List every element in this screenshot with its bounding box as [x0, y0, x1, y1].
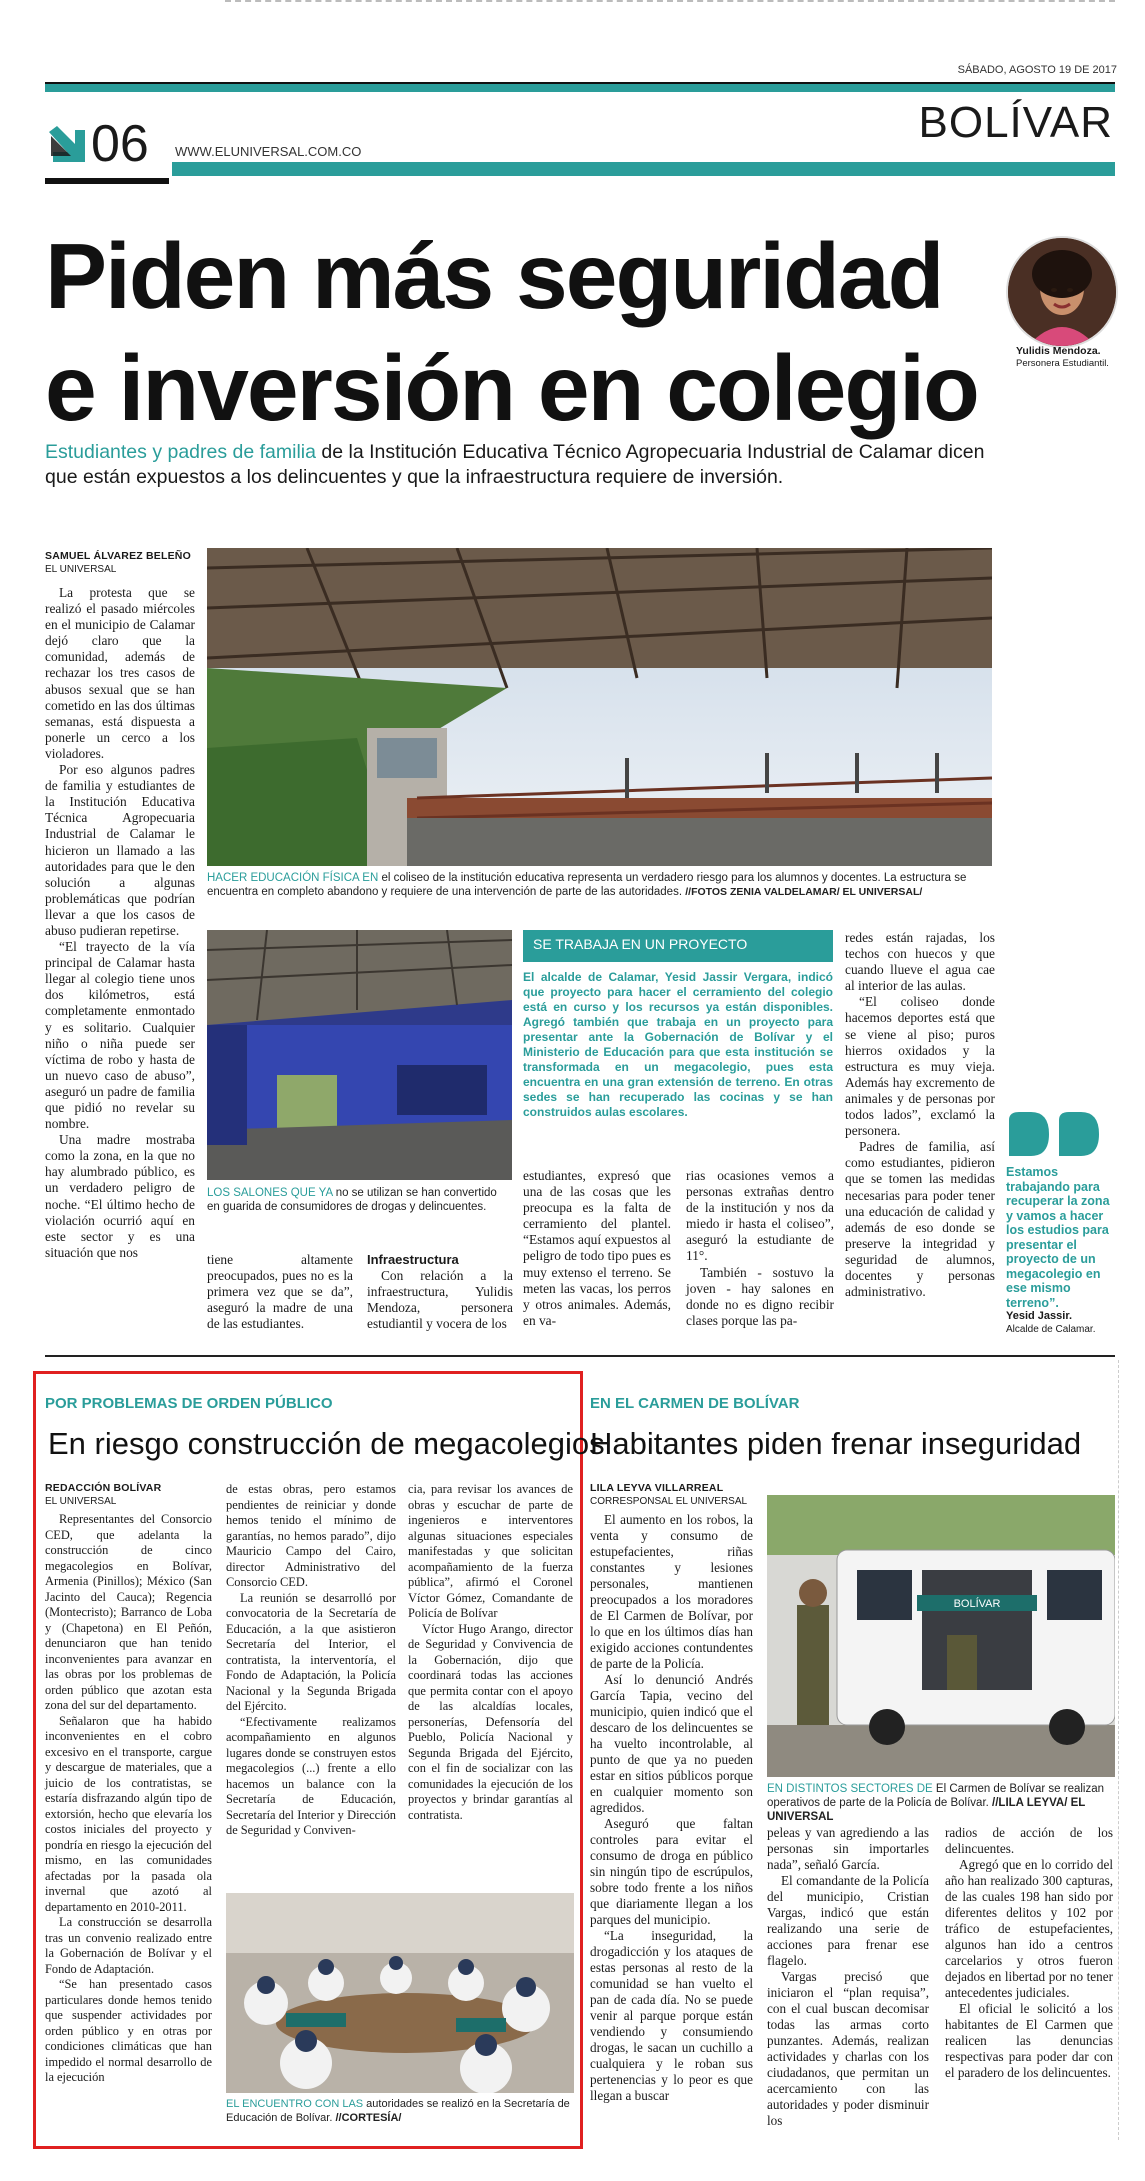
- paragraph: Con relación a la infraestructura, Yulidis Mendoza, personera estudiantil y vocera de los: [367, 1268, 513, 1332]
- paragraph: Por eso algunos padres de familia y estudiantes de la Institución Educativa Técnica Agropecuaria Industrial de Calamar le hicieron un llamado a las autoridades para que le den solución a algunas problemáticas que podrían llevar a que los casos de abuso pudieran repetirse.: [45, 762, 195, 938]
- main-col-2: [207, 1252, 353, 1332]
- paragraph: “La inseguridad, la drogadicción y los ataques de estas personas al resto de la comunidad se han vuelto el pan de cada día. No se puede venir al parque porque están vendiendo y consumiendo drogas, le sacan un cuchillo a cualquiera y le roban sus pertenencias y lo peor es que llegan a buscar: [590, 1928, 753, 2103]
- paragraph: El aumento en los robos, la venta y consumo de estupefacientes, riñas constantes y lesiones personales, mantienen preocupados a los moradores de El Carmen de Bolívar, por lo que en los últimos días han exigido acciones contundentes de parte de la Policía.: [590, 1512, 753, 1671]
- paragraph: cia, para revisar los avances de obras y escuchar de parte de ingenieros e interventores algunas situaciones especiales manifestadas y que solicitan acompañamiento de la fuerza pública”, afirmó el Coronel Víctor Gómez, Comandante de Policía de Bolívar: [408, 1482, 573, 1620]
- main-headline: [45, 220, 978, 444]
- left-author: REDACCIÓN BOLÍVAR: [45, 1482, 162, 1494]
- paragraph: La construcción se desarrolla tras un convenio realizado entre la Gobernación de Bolívar y el Fondo de Adaptación.: [45, 1915, 212, 1976]
- page-date: SÁBADO, AGOSTO 19 DE 2017: [957, 64, 1117, 76]
- classroom-photo: [207, 930, 512, 1180]
- paragraph: peleas y van agrediendo a las personas sin importarles nada”, señaló García.: [767, 1825, 929, 1872]
- meeting-photo: [226, 1893, 574, 2093]
- page-number-block: [45, 115, 169, 178]
- right-author-org: CORRESPONSAL EL UNIVERSAL: [590, 1496, 748, 1507]
- caption-lead: EN DISTINTOS SECTORES DE: [767, 1783, 933, 1795]
- paragraph: Señalaron que ha habido inconvenientes en el cobro excesivo en el transporte, cargue y descargue de materiales, que a juicio de los contratistas, se estaría disfrazando algún tipo de extorsión, hecho que elevaría los costos iniciales del proyecto y pondría en riesgo la ejecución del mismo, en las comunidades afectadas por la pasada ola invernal que azotó al departamento en 2010-2011.: [45, 1713, 212, 1914]
- paragraph: Aseguró que faltan controles para evitar el consumo de droga en público sin ningún tipo de escrúpulos, sobre todo frente a los niños que diariamente llegan a los parques del municipio.: [590, 1816, 753, 1927]
- paragraph: Una madre mostraba como la zona, en la que no hay alumbrado público, es un verdadero peligro de noche. “El último hecho de violación ocurrió aquí en este sector y es una situación que nos: [45, 1132, 195, 1260]
- paragraph: “El trayecto de la vía principal de Calamar hasta llegar al colegio tiene unos dos kilómetros, está completamente enmontado y es solitario. Cualquier niño o niña puede ser víctima de robo y hasta de un nuevo caso de abuso”, aseguró un padre de familia que pidió no revelar su nombre.: [45, 939, 195, 1132]
- paragraph: Representantes del Consorcio CED, que adelanta la construcción de cinco megacolegios en Bolívar, Armenia (Pinillos); México (San Jacinto del Cauca); Regencia (Montecristo); Barranco de Loba y (Chapetona) en El Peñón, denunciaron que han tenido inconvenientes para avanzar en las obras por los problemas de orden público que azotan esta zona del sur del departamento.: [45, 1512, 212, 1712]
- project-box-text: El alcalde de Calamar, Yesid Jassir Vergara, indicó que proyecto para hacer el cerramiento del colegio está en curso y los recursos ya están disponibles. Agregó también que trabaja en un proyecto para presentar ante la Gobernación de Bolívar y el Ministerio de Educación para que esta institución se transformada en un megacolegio, pues esta encuentra en una gran extensión de terreno. En otras sedes se han recuperado las cocinas y se han construidos aulas escolares.: [523, 970, 833, 1119]
- portrait-name: Yulidis Mendoza.: [1016, 345, 1101, 357]
- main-deck: [45, 440, 995, 490]
- headline-line-2: e inversión en colegio: [45, 336, 978, 440]
- caption-text: autoridades se realizó en la Secretaría de Educación de Bolívar.: [226, 2098, 570, 2124]
- meeting-caption: [226, 2098, 574, 2125]
- paragraph: “Se han presentado casos particulares donde hemos tenido que suspender actividades por orden público y en otras por condiciones climáticas que han impedido el normal desarrollo de la ejecución: [45, 1977, 212, 2084]
- paragraph: “El coliseo donde hacemos deportes está que se viene al piso; puros hierros oxidados y la estructura es muy vieja. Además hay excremento de animales y de personas por todos lados”, exclamó la personera.: [845, 994, 995, 1139]
- van-label: BOLÍVAR: [953, 1598, 1001, 1610]
- page-number: 06: [91, 115, 149, 173]
- paragraph: “Efectivamente realizamos acompañamiento en algunos lugares donde se construyen estos megacolegios (...) frente a ello hacemos un balance con la Secretaría de Educación, Secretaría del Interior y Dirección de Seguridad y Conviven-: [226, 1714, 396, 1837]
- paragraph: Víctor Hugo Arango, director de Seguridad y Convivencia de la Gobernación, dijo que coordinará todas las acciones que permita contar con el apoyo de las alcaldías locales, personerías, Defensoría del Pueblo, Policía Nacional y Segunda Brigada del Ejército, con el fin de socializar con las comunidades la ejecución de los proyectos y brindar garantías al contratista.: [408, 1621, 573, 1822]
- portrait-role: Personera Estudiantil.: [1016, 358, 1109, 369]
- photo2-caption: [207, 1186, 512, 1214]
- left-headline: En riesgo construcción de megacolegios: [48, 1426, 605, 1461]
- paragraph: Vargas precisó que iniciaron el “plan requisa”, con el cual buscan decomisar todas las armas corto punzantes. Además, realizan actividades y charlas con los ciudadanos, que permitan un acercamiento con las autoridades y poder disminuir los: [767, 1969, 929, 2128]
- paragraph: La protesta que se realizó el pasado miércoles en el municipio de Calamar dejó claro que la comunidad, además de rechazar los tres casos de abusos sexual que se han cometido en las dos últimas semanas, está dispuesta a ponerle un cerco a los violadores.: [45, 585, 195, 761]
- project-box-title: SE TRABAJA EN UN PROYECTO: [523, 930, 833, 962]
- photo-credit: //CORTESÍA/: [335, 2111, 402, 2124]
- arrow-icon: [47, 124, 87, 164]
- paragraph: rias ocasiones vemos a personas extrañas dentro de la institución y nos da miedo ir hasta el coliseo”, aseguró la estudiante de 11°.: [686, 1168, 834, 1264]
- pull-quote: Estamos trabajando para recuperar la zona y vamos a hacer los estudios para presentar el proyecto de un megacolegio en ese mismo terreno”.: [1006, 1165, 1110, 1310]
- bottom-margin-line: [1118, 1360, 1120, 2140]
- caption-lead: EL ENCUENTRO CON LAS: [226, 2098, 364, 2110]
- paragraph: También - sostuvo la joven - hay salones en donde no es digno recibir clases porque las pa-: [686, 1264, 834, 1328]
- right-author: LILA LEYVA VILLARREAL: [590, 1482, 724, 1494]
- right-kicker: EN EL CARMEN DE BOLÍVAR: [590, 1395, 800, 1412]
- left-col-1: [45, 1512, 212, 2086]
- paragraph: Agregó que en lo corrido del año han realizado 300 capturas, de las cuales 198 han sido por diferentes delitos y 102 por tráfico de estupefacientes, algunos han ido a centros carcelarios y otros fueron dejados en libertad por no tener antecedentes judiciales.: [945, 1857, 1113, 2000]
- coliseum-photo: [207, 548, 992, 866]
- caption-lead: LOS SALONES QUE YA: [207, 1187, 333, 1199]
- quote-icon: [1005, 1110, 1105, 1165]
- caption-text: no se utilizan se han convertido en guarida de consumidores de drogas y delincuentes.: [207, 1187, 497, 1213]
- photo-credit: //LILA LEYVA/ EL UNIVERSAL: [767, 1797, 1086, 1823]
- caption-lead: HACER EDUCACIÓN FÍSICA EN: [207, 872, 379, 884]
- section-separator: [45, 1355, 1115, 1357]
- main-col-1: [45, 585, 195, 1261]
- headline-line-1: Piden más seguridad: [45, 224, 943, 328]
- paragraph: tiene altamente preocupados, pues no es la primera vez que se da”, aseguró la madre de una de las estudiantes.: [207, 1252, 353, 1332]
- paragraph: redes están rajadas, los techos con huecos y que cuando llueve el agua cae al interior de las aulas.: [845, 930, 995, 994]
- paragraph: radios de acción de los delincuentes.: [945, 1825, 1113, 1856]
- project-box: [523, 930, 833, 1158]
- main-col-3b: [523, 1168, 671, 1329]
- paragraph: La reunión se desarrolló por convocatoria de la Secretaría de Educación, a la que asistieron Secretaría del Interior, el contratista, la interventoría, el Fondo de Adaptación, la Policía Nacional y la Segunda Brigada del Ejército.: [226, 1590, 396, 1713]
- paragraph: estudiantes, expresó que una de las cosas que les preocupa es la falta de cerramiento del plantel. “Estamos aquí expuestos al peligro de todo tipo pues es muy extenso el terreno. Se meten las vacas, los perros y otros animales. Además, en va-: [523, 1168, 671, 1328]
- website[interactable]: WWW.ELUNIVERSAL.COM.CO: [175, 144, 362, 159]
- right-col-1: [590, 1512, 753, 2104]
- deck-highlight: Estudiantes y padres de familia: [45, 441, 316, 463]
- header-teal-bar: [45, 84, 1115, 92]
- top-dashes: [225, 0, 1115, 5]
- quote-name: Yesid Jassir.: [1006, 1310, 1073, 1322]
- main-author-org: EL UNIVERSAL: [45, 564, 117, 575]
- right-col-3: [945, 1825, 1113, 2081]
- quote-role: Alcalde de Calamar.: [1006, 1324, 1096, 1335]
- main-col-5: [845, 930, 995, 1300]
- photo1-caption: [207, 871, 992, 899]
- portrait: [1006, 236, 1118, 348]
- left-col-3: [408, 1482, 573, 1823]
- left-author-org: EL UNIVERSAL: [45, 1496, 117, 1507]
- section-title: BOLÍVAR: [918, 98, 1113, 147]
- main-author: SAMUEL ÁLVAREZ BELEÑO: [45, 550, 191, 562]
- paragraph: El comandante de la Policía del municipio, Cristian Vargas, indicó que están realizando una serie de acciones para frenar ese flagelo.: [767, 1873, 929, 1968]
- right-headline: Habitantes piden frenar inseguridad: [590, 1426, 1082, 1461]
- paragraph: Padres de familia, así como estudiantes, pidieron que se tomen las medidas necesarias para poder tener una educación de calidad y además de eso donde se preserve la integridad y seguridad de alumnos, docentes y personas administrativo.: [845, 1139, 995, 1300]
- main-col-3: [367, 1252, 513, 1332]
- right-col-2: [767, 1825, 929, 2129]
- paragraph: de estas obras, pero estamos pendientes de reiniciar y donde hemos tenido el mínimo de garantías, no hemos parado”, dijo Mauricio Campo del Cairo, director Administrativo del Consorcio CED.: [226, 1482, 396, 1589]
- paragraph: Así lo denunció Andrés García Tapia, vecino del municipio, quien indicó que el descaro de los delincuentes se ha vuelto incontrolable, al punto de que ya no pueden estar en sitios públicos porque en cualquier momento son agredidos.: [590, 1672, 753, 1815]
- deck-text: de la Institución Educativa Técnico Agropecuaria Industrial de Calamar dicen que están expuestos a los delincuentes y que la infraestructura requiere de inversión.: [45, 441, 985, 488]
- police-caption: [767, 1782, 1115, 1824]
- caption-text: El Carmen de Bolívar se realizan operativos de parte de la Policía de Bolívar.: [767, 1783, 1105, 1809]
- caption-text: el coliseo de la institución educativa representa un verdadero riesgo para los alumnos y docentes. La estructura se encuentra en completo abandono y requiere de una intervención de parte de las autoridades.: [207, 872, 967, 898]
- main-col-4: [686, 1168, 834, 1329]
- header-teal-band: [172, 162, 1115, 176]
- left-col-2: [226, 1482, 396, 1839]
- subhead-infraestructura: Infraestructura: [367, 1252, 459, 1267]
- photo-credit: //FOTOS ZENIA VALDELAMAR/ EL UNIVERSAL/: [685, 886, 923, 898]
- police-photo: [767, 1495, 1115, 1777]
- left-kicker: POR PROBLEMAS DE ORDEN PÚBLICO: [45, 1395, 333, 1412]
- paragraph: El oficial le solicitó a los habitantes de El Carmen que realicen las denuncias respectivas para poder dar con el paradero de los delincuentes.: [945, 2001, 1113, 2080]
